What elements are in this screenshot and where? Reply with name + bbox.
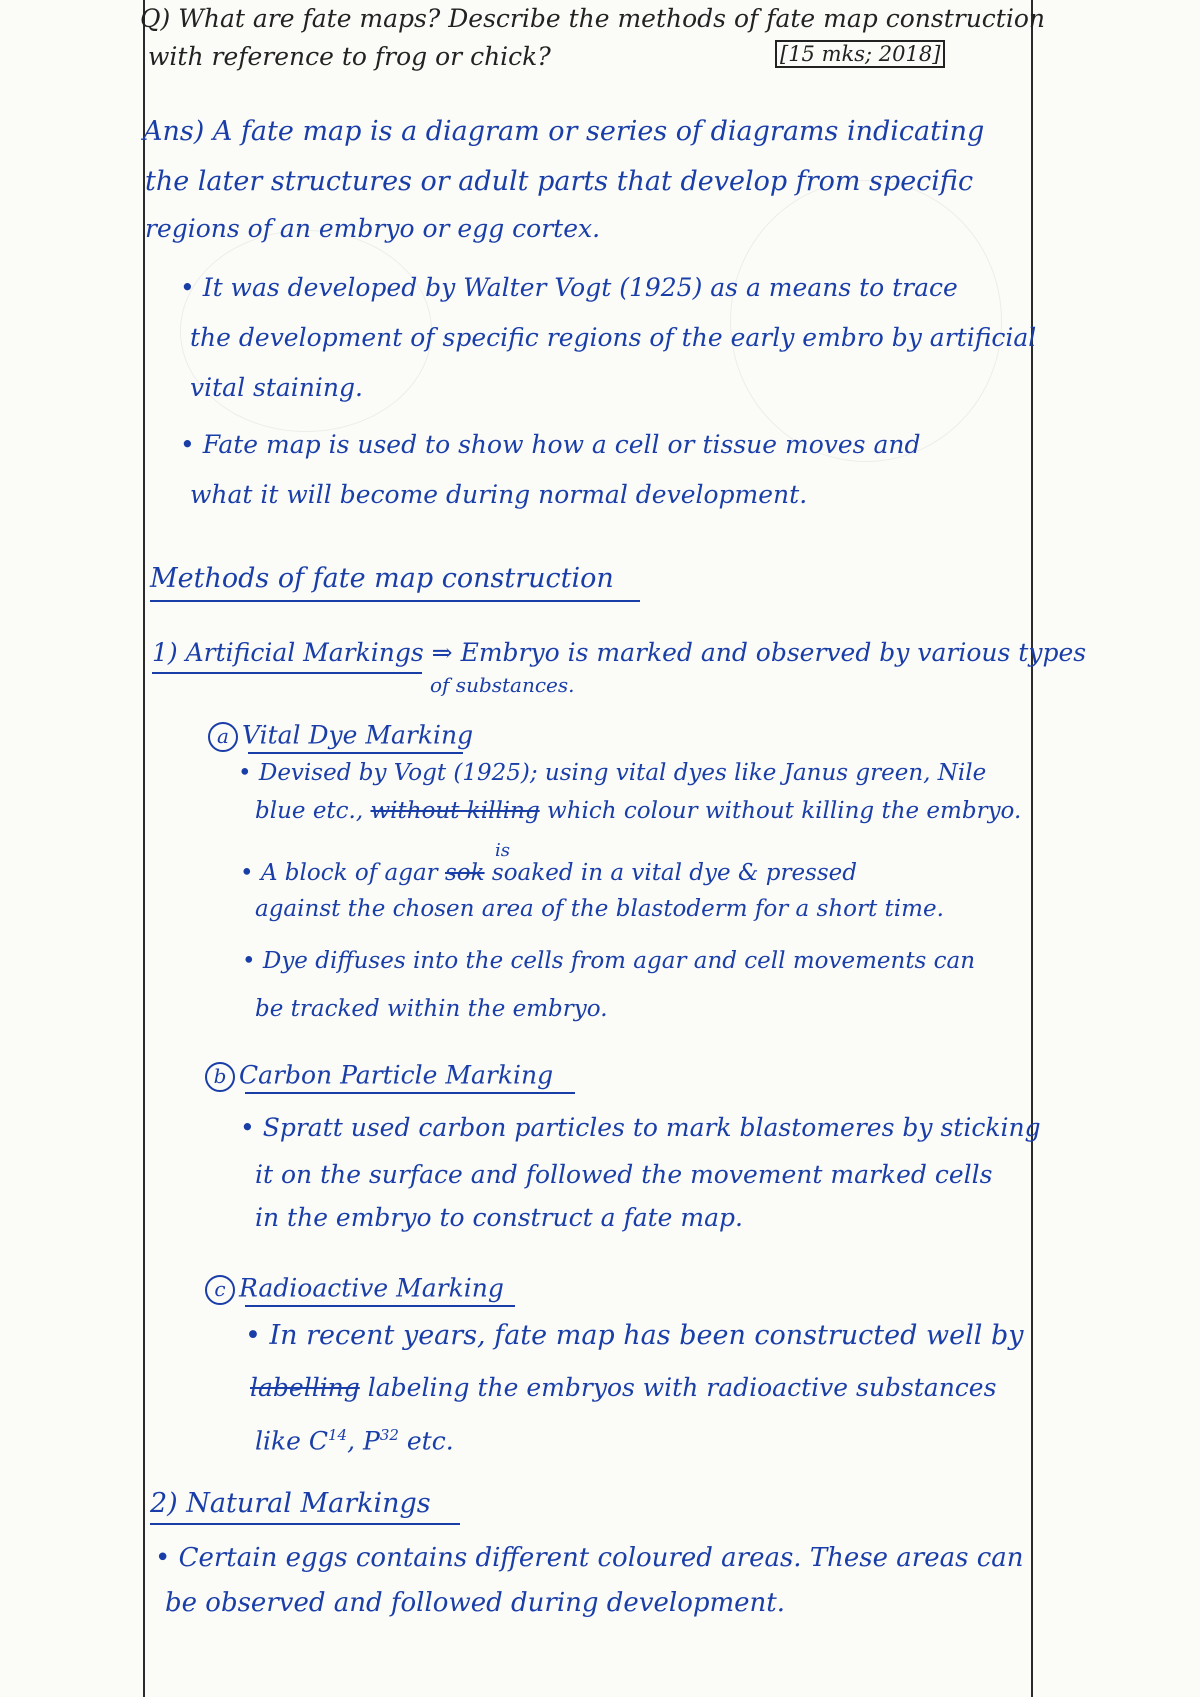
vital-dye-heading-row	[208, 722, 473, 752]
radio-line-1: • In recent years, fate map has been constructed well by	[245, 1320, 1024, 1351]
right-margin-line	[1031, 0, 1033, 1697]
natural-markings-heading: 2) Natural Markings	[150, 1488, 431, 1519]
vital-bullet3-line-2: be tracked within the embryo.	[255, 996, 608, 1022]
carbon-heading-underline	[245, 1092, 575, 1094]
struck-text: sok	[444, 860, 485, 886]
left-margin-line	[143, 0, 145, 1697]
answer-intro-line-3: regions of an embryo or egg cortex.	[145, 214, 601, 243]
artificial-markings-text: Embryo is marked and observed by various types	[460, 638, 1087, 667]
vital-dye-heading-underline	[248, 752, 463, 754]
carbon-line-2: it on the surface and followed the movement marked cells	[255, 1160, 993, 1189]
answer-intro-line-1: Ans) A fate map is a diagram or series of diagrams indicating	[143, 116, 985, 147]
vital-bullet1-line-1: • Devised by Vogt (1925); using vital dyes like Janus green, Nile	[238, 760, 987, 786]
artificial-markings-line-1	[152, 640, 1086, 665]
carbon-line-3: in the embryo to construct a fate map.	[255, 1203, 743, 1232]
letter-a-circle: a	[208, 722, 238, 752]
artificial-markings-heading: 1) Artificial Markings	[152, 638, 424, 667]
answer-bullet2-line-2: what it will become during normal development.	[190, 480, 808, 509]
answer-bullet1-line-3: vital staining.	[190, 373, 363, 402]
inserted-word: is	[495, 840, 510, 861]
marks-label: [15 mks; 2018]	[775, 44, 945, 65]
carbon-heading: Carbon Particle Marking	[239, 1060, 554, 1090]
answer-intro-line-2: the later structures or adult parts that develop from specific	[145, 166, 974, 197]
arrow-icon: ⇒	[431, 638, 453, 667]
radioactive-heading: Radioactive Marking	[239, 1273, 504, 1303]
artificial-heading-underline	[152, 672, 422, 674]
struck-text: without killing	[370, 798, 540, 824]
vital-bullet3-line-1: • Dye diffuses into the cells from agar and cell movements can	[242, 948, 976, 974]
methods-heading-underline	[150, 600, 640, 602]
natural-heading-underline	[150, 1523, 460, 1525]
radio-line-3: like $C^{14}$, $P^{32}$ etc.	[255, 1426, 454, 1456]
letter-b-circle: b	[205, 1062, 235, 1092]
radioactive-heading-underline	[245, 1305, 515, 1307]
radio-line-2: labelling labeling the embryos with radioactive substances	[250, 1373, 997, 1402]
carbon-line-1: • Spratt used carbon particles to mark blastomeres by sticking	[240, 1113, 1041, 1142]
bleed-through-circle	[730, 180, 1002, 462]
vital-bullet1-line-2: blue etc., without killing which colour without killing the embryo.	[255, 798, 1022, 824]
radioactive-heading-row	[205, 1275, 504, 1305]
struck-text: labelling	[250, 1373, 360, 1402]
artificial-markings-line-2: of substances.	[430, 673, 575, 697]
vital-dye-heading: Vital Dye Marking	[242, 720, 474, 750]
answer-bullet1-line-2: the development of specific regions of the early embro by artificial	[190, 323, 1037, 352]
answer-bullet1-line-1: • It was developed by Walter Vogt (1925) as a means to trace	[180, 273, 958, 302]
question-line-2: with reference to frog or chick?	[148, 42, 551, 71]
natural-line-1: • Certain eggs contains different coloured areas. These areas can	[155, 1543, 1024, 1573]
methods-heading: Methods of fate map construction	[150, 563, 614, 594]
letter-c-circle: c	[205, 1275, 235, 1305]
carbon-heading-row	[205, 1062, 553, 1092]
answer-bullet2-line-1: • Fate map is used to show how a cell or tissue moves and	[180, 430, 921, 459]
natural-line-2: be observed and followed during development.	[165, 1588, 786, 1618]
vital-bullet2-line-2: against the chosen area of the blastoderm for a short time.	[255, 896, 944, 922]
question-line-1: Q) What are fate maps? Describe the methods of fate map construction	[140, 4, 1045, 33]
vital-bullet2-line-1: • A block of agar sok soaked in a vital dye & pressed	[240, 860, 858, 886]
